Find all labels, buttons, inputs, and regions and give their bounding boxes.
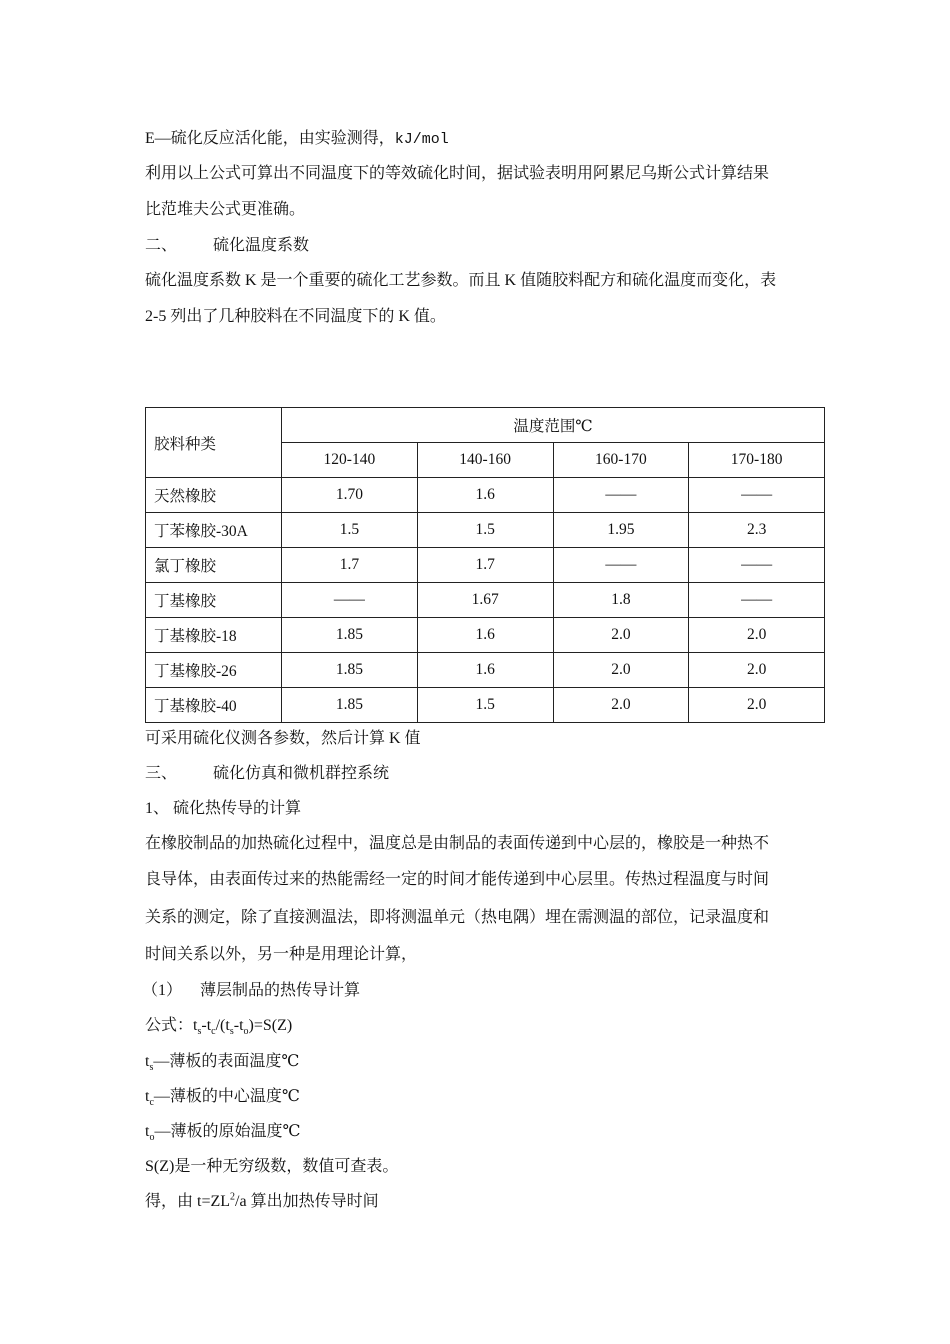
column-header: 140-160 <box>417 443 553 478</box>
table-cell: 1.67 <box>417 583 553 618</box>
row-name: 丁苯橡胶-30A <box>146 513 282 548</box>
k-value-table <box>145 407 825 723</box>
table-cell: 2.0 <box>553 653 689 688</box>
table-row <box>146 618 825 653</box>
paragraph-calc-line-2: 比范堆夫公式更准确。 <box>145 201 306 218</box>
table-cell: 1.5 <box>417 688 553 723</box>
activation-energy-line: E—硫化反应活化能，由实验测得，kJ/mol <box>145 130 449 148</box>
paragraph-calc-line-1: 利用以上公式可算出不同温度下的等效硫化时间，据试验表明用阿累尼乌斯公式计算结果 <box>145 165 770 182</box>
column-header: 160-170 <box>553 443 689 478</box>
table-cell: 1.6 <box>417 478 553 513</box>
table-cell: 2.0 <box>553 618 689 653</box>
table-cell: 1.85 <box>282 688 418 723</box>
definition-sz: S(Z)是一种无穷级数，数值可查表。 <box>145 1158 399 1175</box>
table-cell: 1.70 <box>282 478 418 513</box>
formula-line: 公式：$t_s-t_c/(t_s-t_o)=S(Z)$ <box>145 1017 293 1038</box>
table-cell: —— <box>553 478 689 513</box>
final-formula-line: 得，由 $t=ZL^2/a$ 算出加热传导时间 <box>145 1191 379 1210</box>
table-cell: 1.7 <box>417 548 553 583</box>
table-cell: 1.85 <box>282 653 418 688</box>
section-heading-2: 二、 硫化温度系数 <box>145 237 310 254</box>
paragraph-k-line-1: 硫化温度系数 K 是一个重要的硫化工艺参数。而且 K 值随胶料配方和硫化温度而变化，表 <box>145 272 777 289</box>
paragraph-heat-line-2: 良导体，由表面传过来的热能需经一定的时间才能传递到中心层里。传热过程温度与时间 <box>145 871 770 888</box>
table-cell: 2.0 <box>553 688 689 723</box>
table-cell: —— <box>689 478 825 513</box>
row-name: 天然橡胶 <box>146 478 282 513</box>
sub-item-heading: （1） 薄层制品的热传导计算 <box>142 982 361 999</box>
table-cell: —— <box>689 548 825 583</box>
column-header: 120-140 <box>282 443 418 478</box>
table-cell: 1.7 <box>282 548 418 583</box>
definition-ts: $t_s—$薄板的表面温度℃ <box>145 1053 300 1074</box>
row-name: 氯丁橡胶 <box>146 548 282 583</box>
table-cell: 1.8 <box>553 583 689 618</box>
table-group-header: 温度范围℃ <box>282 408 825 443</box>
table-row <box>146 653 825 688</box>
row-name: 丁基橡胶-40 <box>146 688 282 723</box>
section-heading-3: 三、 硫化仿真和微机群控系统 <box>145 765 390 782</box>
table-row-header: 胶料种类 <box>146 408 282 478</box>
row-name: 丁基橡胶 <box>146 583 282 618</box>
paragraph-heat-line-3: 关系的测定，除了直接测温法，即将测温单元（热电隅）埋在需测温的部位，记录温度和 <box>145 909 770 926</box>
paragraph-heat-line-4: 时间关系以外，另一种是用理论计算， <box>145 946 418 963</box>
definition-to: $t_o—$薄板的原始温度℃ <box>145 1123 301 1144</box>
column-header: 170-180 <box>689 443 825 478</box>
table-row <box>146 513 825 548</box>
table-cell: 1.85 <box>282 618 418 653</box>
table-cell: 2.0 <box>689 653 825 688</box>
paragraph-k-line-2: 2-5 列出了几种胶料在不同温度下的 K 值。 <box>145 308 446 325</box>
definition-tc: $t_c—$薄板的中心温度℃ <box>145 1088 300 1109</box>
table-cell: 1.6 <box>417 653 553 688</box>
subsection-heading-1: 1、 硫化热传导的计算 <box>145 800 302 817</box>
table-cell: 1.95 <box>553 513 689 548</box>
row-name: 丁基橡胶-18 <box>146 618 282 653</box>
table-row <box>146 583 825 618</box>
table-cell: 1.6 <box>417 618 553 653</box>
table-cell: 2.0 <box>689 618 825 653</box>
table-cell: —— <box>282 583 418 618</box>
table-cell: —— <box>689 583 825 618</box>
table-row <box>146 688 825 723</box>
table-row <box>146 548 825 583</box>
table-note: 可采用硫化仪测各参数，然后计算 K 值 <box>145 730 421 747</box>
table-cell: 2.3 <box>689 513 825 548</box>
row-name: 丁基橡胶-26 <box>146 653 282 688</box>
table-cell: 1.5 <box>417 513 553 548</box>
table-cell: 1.5 <box>282 513 418 548</box>
table-cell: —— <box>553 548 689 583</box>
paragraph-heat-line-1: 在橡胶制品的加热硫化过程中，温度总是由制品的表面传递到中心层的，橡胶是一种热不 <box>145 835 770 852</box>
table-row <box>146 478 825 513</box>
table-cell: 2.0 <box>689 688 825 723</box>
